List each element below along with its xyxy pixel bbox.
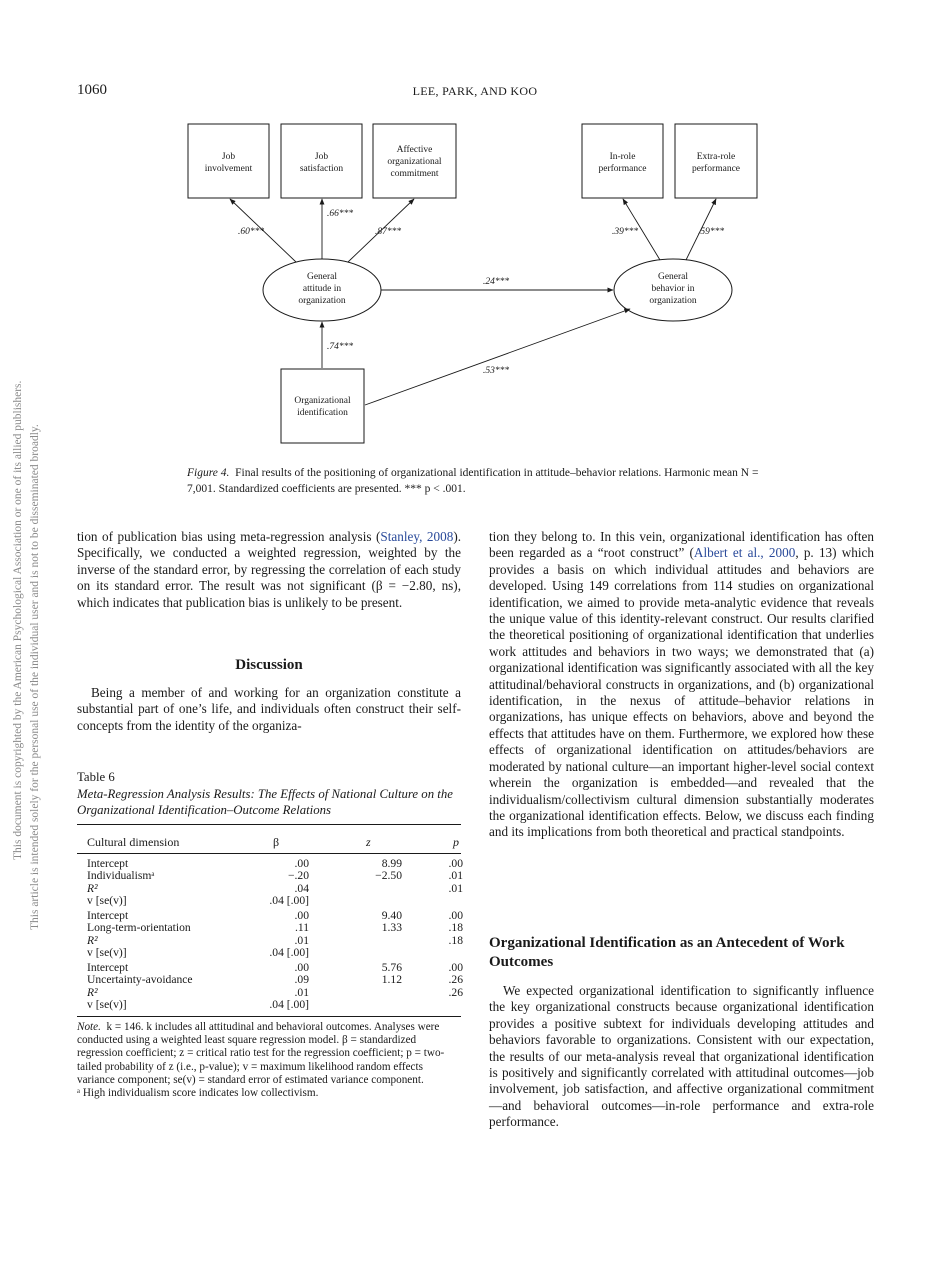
box-org-identification [281,369,364,443]
table-cell: .18 [448,921,463,935]
coef-att-ji: .60*** [238,227,265,237]
table-cell: .01 [448,869,463,883]
table-cell: .01 [448,881,463,895]
table-label: Table 6 [77,770,115,784]
table-cell: −2.50 [375,869,402,883]
path-diagram [0,0,950,460]
citation-link-albert[interactable]: Albert et al., 2000 [693,545,796,561]
table-header-row [77,831,461,853]
table-cell: .09 [294,973,309,987]
label-general-attitude: General attitude in organization [298,272,346,306]
antecedent-paragraph: We expected organizational identification to significantly influence the key organizational constructs because organizational identification provides a positive subtext for individuals developing attitudes and behaviors favorable to organizations. Consistent with our expectation, the results of our meta-analysis reveal that organizational identification is positively and significantly correlated with attitudinal outcomes—job involvement, job satisfaction, and affective organizational commitment—and behavioral outcomes—in-role performance and extra-role performance. [489,983,874,1130]
table-cell: Long-term-orientation [87,921,191,935]
table-cell: .00 [448,961,463,974]
label-job-involvement: Job involvement [204,152,253,174]
label-inrole-performance: In-role performance [598,152,647,174]
coef-oi-att: .74*** [327,342,354,352]
table-bottom-rule [77,1016,461,1017]
header-beta: β [273,835,280,849]
table-title: Meta-Regression Analysis Results: The Effects of National Culture on the Organizational Identification–Outcome Relations [77,787,453,817]
citation-link-stanley[interactable]: Stanley, 2008 [380,529,454,544]
arrow-oi-beh [365,309,630,405]
left-para-text-start: tion of publication bias using meta-regression analysis ( [77,529,381,544]
page-number: 1060 [77,82,107,98]
table-cell: .11 [294,921,309,935]
figure-caption-label: Figure 4. [187,467,230,479]
table-cell: .04 [.00] [269,894,309,908]
label-general-behavior: General behavior in organization [649,272,697,306]
coef-beh-ir: .39*** [612,227,639,237]
coef-beh-er: .59*** [698,227,725,237]
table-cell: 8.99 [381,857,402,870]
table-group [77,910,461,962]
table-cell: .00 [294,857,309,870]
table-cell: .01 [294,985,309,999]
table-cell: .04 [294,881,309,895]
header-cultural-dimension: Cultural dimension [87,835,180,849]
header-p: p [453,835,459,849]
right-column-paragraph [489,529,874,841]
table-cell: Individualismᵃ [87,869,155,883]
table-cell: .26 [448,985,463,999]
table-cell: v [se(v)] [87,998,127,1012]
table-cell: .00 [294,961,309,974]
header-z: z [366,835,371,849]
coef-att-js: .66*** [327,209,354,219]
table-note-label: Note. [77,1021,101,1033]
table-footnote: ᵃ High individualism score indicates low collectivism. [77,1087,319,1100]
label-job-satisfaction: Job satisfaction [299,152,344,174]
table-cell: −.20 [287,869,309,883]
table-cell: Intercept [87,857,129,870]
figure-caption [187,466,787,497]
table-body [77,858,461,1014]
left-column-paragraph [77,529,461,611]
table-group [77,962,461,1014]
table-cell: Uncertainty-avoidance [87,973,193,987]
table-cell: 5.76 [381,961,402,974]
right-para-text-start: tion they belong to. In this vein, organizational identification has often been regarded as a “root construct” ( [489,529,874,561]
table-cell: .18 [448,933,463,947]
label-extrarole-performance: Extra-role performance [692,152,740,174]
coef-att-beh: .24*** [483,277,510,287]
table-cell: 9.40 [381,909,402,922]
discussion-paragraph: Being a member of and working for an organization constitute a substantial part of one’s life, and individuals often construct their self-concepts from the identity of the organiza- [77,685,461,733]
table-cell: v [se(v)] [87,894,127,908]
table-cell: 1.33 [381,921,402,935]
table-cell: Intercept [87,961,129,974]
table-cell: .26 [448,973,463,987]
table-header-rule [77,853,461,854]
discussion-heading: Discussion [235,657,303,673]
table-top-rule [77,824,461,825]
table-cell: .00 [448,909,463,922]
antecedent-heading: Organizational Identification as an Antecedent of Work Outcomes [489,935,845,970]
table-cell: .00 [448,857,463,870]
table-note [77,1021,461,1087]
table-cell: v [se(v)] [87,946,127,960]
table-note-text: k = 146. k includes all attitudinal and behavioral outcomes. Analyses were conducted using a weighted least square regression model. β = standardized regression coefficient; z = critical ratio test for the regression coefficient; p = two-tailed probability of z (i.e., p-value); v = maximum likelihood random effects variance component; se(v) = standard error of estimated variance component. [77,1021,445,1086]
coef-oi-beh: .53*** [483,366,510,376]
left-para-text-end: ). Specifically, we conducted a weighted regression, weighted by the inverse of the standard error, by regressing the correlation of each study on its standard error. The result was not significant (β = −2.80, ns), which indicates that publication bias is unlikely to be present. [77,529,462,610]
table-cell: .04 [.00] [269,946,309,960]
table-group [77,858,461,910]
running-head: LEE, PARK, AND KOO [412,84,538,98]
label-affective-commitment: Affective organizational commitment [387,145,442,179]
right-para-text-end: , p. 13) which provides a basis on which individual attitudes and behaviors are developed. Using 149 correlations from 114 studies on organizational identification, we aimed to provide meta-analytic evidence that reveals the unique value of this identity-relevant construct. Our results clarified the theoretical positioning of organizational identification that underlies work attitudes and behaviors in two ways; we demonstrated that (a) organizational identification was significantly associated with all the key attitudinal/behavioral constructs in organizations, and (b) organizational identification, in the nexus of attitude–behavior relations in organizations, has unique effects on behaviors, above and beyond the effects that attitudes have on them. Furthermore, we explored how these effects of organizational identification on attitudes/behaviors are moderated by national culture—an important higher-level social context wherein the organization is embedded—and revealed that the individualism/collectivism cultural dimension substantially moderates the organizational identification effects. Below, we discuss each finding and its implications from both theoretical and practical standpoints. [489,545,874,840]
table-cell: .04 [.00] [269,998,309,1012]
table-cell: .01 [294,933,309,947]
table-cell: 1.12 [381,973,402,987]
copyright-notice-line-2: This article is intended solely for the personal use of the individual user and is not to be disseminated broadly. [29,424,41,930]
table-cell: R² [87,933,98,947]
label-org-identification: Organizational identification [294,396,351,418]
table-cell: R² [87,985,98,999]
table-6 [77,770,461,1100]
table-cell: .00 [294,909,309,922]
coef-att-ac: .87*** [375,227,402,237]
figure-caption-text: Final results of the positioning of organizational identification in attitude–behavior relations. Harmonic mean N = 7,001. Standardized coefficients are presented. *** p < .001. [187,467,759,495]
table-cell: Intercept [87,909,129,922]
table-cell: R² [87,881,98,895]
copyright-notice-line-1: This document is copyrighted by the American Psychological Association or one of its allied publishers. [12,380,24,860]
